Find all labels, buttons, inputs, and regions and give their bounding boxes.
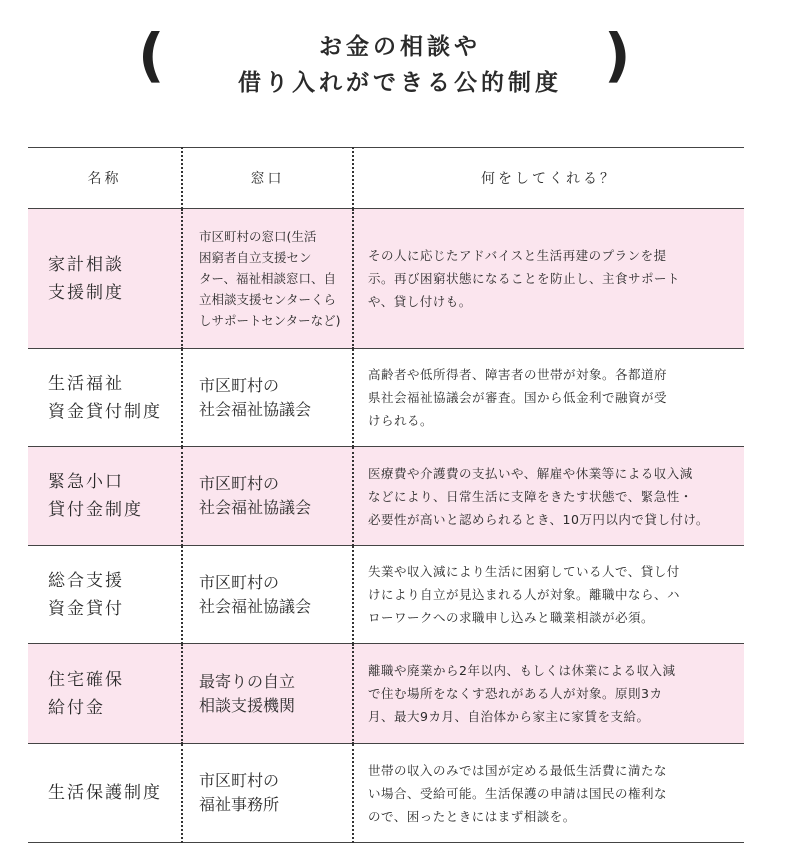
win-line: 市区町村の — [199, 375, 280, 395]
cell-name — [28, 546, 182, 644]
win-line: 社会福祉協議会 — [199, 399, 312, 419]
win-line: 市区町村の — [199, 474, 280, 493]
title-block — [0, 14, 800, 104]
cell-name — [28, 644, 182, 744]
desc-line: 示。再び困窮状態になることを防止し、主食サポート — [368, 271, 681, 286]
name-line: 資金貸付制度 — [48, 401, 162, 422]
desc-line: などにより、日常生活に支障をきたす状態で、緊急性・ — [368, 488, 693, 504]
cell-window — [182, 744, 353, 843]
header-window: 窓口 — [182, 148, 353, 209]
desc-line: ローワークへの求職申し込みと職業相談が必須。 — [368, 610, 655, 625]
title-paren-close: ) — [604, 21, 631, 89]
cell-name — [28, 744, 182, 843]
table-row — [28, 546, 744, 644]
win-line: 社会福祉協議会 — [199, 498, 312, 517]
win-line: 相談支援機関 — [199, 695, 296, 715]
public-systems-table — [28, 147, 744, 843]
title-paren-open: ( — [138, 21, 165, 89]
name-line: 支援制度 — [48, 282, 124, 303]
desc-line: ので、困ったときにはまず相談を。 — [368, 808, 576, 824]
cell-name — [28, 209, 182, 349]
name-line: 家計相談 — [48, 254, 124, 275]
desc-line: 県社会福祉協議会が審査。国から低金利で融資が受 — [368, 390, 668, 405]
name-line: 生活福祉 — [48, 373, 124, 394]
win-line: しサポートセンターなど) — [199, 313, 341, 328]
table-row — [28, 349, 744, 447]
cell-description — [353, 447, 744, 546]
desc-line: その人に応じたアドバイスと生活再建のプランを提 — [368, 248, 667, 263]
desc-line: けられる。 — [368, 413, 434, 428]
win-line: 立相談支援センターくら — [199, 292, 337, 307]
name-line: 住宅確保 — [48, 669, 124, 690]
cell-description — [353, 546, 744, 644]
header-name: 名称 — [28, 148, 182, 209]
cell-description — [353, 644, 744, 744]
name-line: 資金貸付 — [48, 598, 124, 619]
name-line: 貸付金制度 — [48, 500, 143, 520]
cell-window — [182, 209, 353, 349]
header-what-they-do: 何をしてくれる？ — [353, 148, 744, 209]
cell-name — [28, 447, 182, 546]
cell-window — [182, 546, 353, 644]
win-line: 市区町村の — [199, 771, 280, 790]
table-row — [28, 644, 744, 744]
desc-line: で住む場所をなくす恐れがある人が対象。原則3カ — [368, 686, 663, 701]
cell-description — [353, 744, 744, 843]
table-header-row — [28, 148, 744, 209]
win-line: 最寄りの自立 — [199, 671, 296, 691]
desc-line: 医療費や介護費の支払いや、解雇や休業等による収入減 — [368, 465, 693, 481]
desc-line: 世帯の収入のみでは国が定める最低生活費に満たな — [368, 762, 668, 778]
win-line: 困窮者自立支援セン — [199, 250, 312, 265]
table-row — [28, 744, 744, 843]
desc-line: や、貸し付けも。 — [368, 294, 472, 309]
cell-window — [182, 644, 353, 744]
desc-line: 月、最大9カ月、自治体から家主に家賃を支給。 — [368, 709, 650, 724]
desc-line: 高齢者や低所得者、障害者の世帯が対象。各都道府 — [368, 367, 668, 382]
win-line: ター、福祉相談窓口、自 — [199, 271, 337, 286]
desc-line: 失業や収入減により生活に困窮している人で、貸し付 — [368, 564, 680, 579]
desc-line: 必要性が高いと認められるとき、10万円以内で貸し付け。 — [368, 511, 709, 527]
desc-line: けにより自立が見込まれる人が対象。離職中なら、ハ — [368, 587, 681, 602]
win-line: 市区町村の — [199, 572, 280, 592]
title-line-2: 借り入れができる公的制度 — [238, 70, 562, 96]
cell-description — [353, 349, 744, 447]
name-line: 緊急小口 — [48, 472, 124, 492]
cell-description — [353, 209, 744, 349]
win-line: 社会福祉協議会 — [199, 596, 312, 616]
title-line-1: お金の相談や — [319, 34, 481, 60]
table-row — [28, 447, 744, 546]
desc-line: い場合、受給可能。生活保護の申請は国民の権利な — [368, 785, 668, 801]
cell-name — [28, 349, 182, 447]
name-line: 生活保護制度 — [48, 783, 162, 803]
cell-window — [182, 447, 353, 546]
name-line: 給付金 — [48, 697, 105, 718]
win-line: 福祉事務所 — [199, 795, 280, 814]
cell-window — [182, 349, 353, 447]
desc-line: 離職や廃業から2年以内、もしくは休業による収入減 — [368, 663, 676, 678]
win-line: 市区町村の窓口(生活 — [199, 229, 317, 244]
table-row — [28, 209, 744, 349]
name-line: 総合支援 — [48, 570, 124, 591]
